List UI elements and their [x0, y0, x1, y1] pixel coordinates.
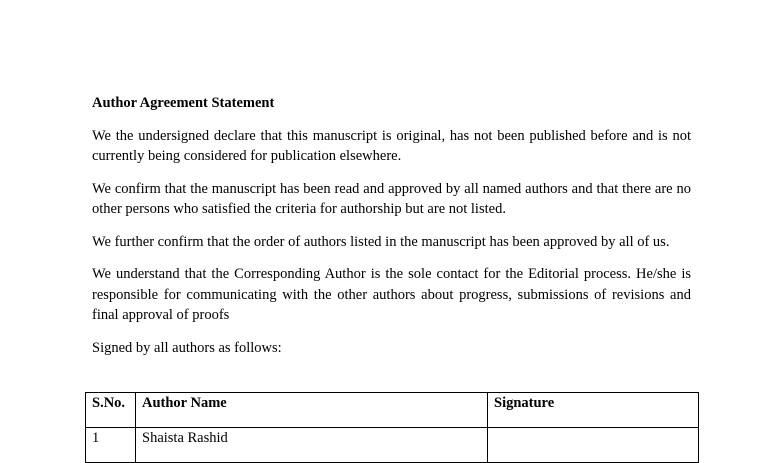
header-serial-number: S.No. — [86, 393, 136, 428]
document-body — [92, 93, 691, 370]
cell-serial-number: 1 — [86, 428, 136, 463]
paragraph-originality: We the undersigned declare that this manuscript is original, has not been published before and is not currently being considered for publication elsewhere. — [92, 127, 691, 164]
cell-author-name: Shaista Rashid — [136, 428, 488, 463]
cell-signature — [488, 428, 699, 463]
table-row — [86, 428, 699, 463]
paragraph-approval: We confirm that the manuscript has been read and approved by all named authors and that there are no other persons who satisfied the criteria for authorship but are not listed. — [92, 180, 691, 217]
paragraph-corresponding-author: We understand that the Corresponding Author is the sole contact for the Editorial process. He/she is responsible for communicating with the other authors about progress, submissions of revisions and final approval of proofs — [92, 266, 691, 323]
document-heading: Author Agreement Statement — [92, 95, 275, 111]
table-header-row — [86, 393, 699, 428]
header-signature: Signature — [488, 393, 699, 428]
paragraph-signed-by: Signed by all authors as follows: — [92, 339, 282, 356]
header-author-name: Author Name — [136, 393, 488, 428]
authors-table — [85, 392, 699, 463]
paragraph-author-order: We further confirm that the order of authors listed in the manuscript has been approved by all of us. — [92, 233, 670, 250]
